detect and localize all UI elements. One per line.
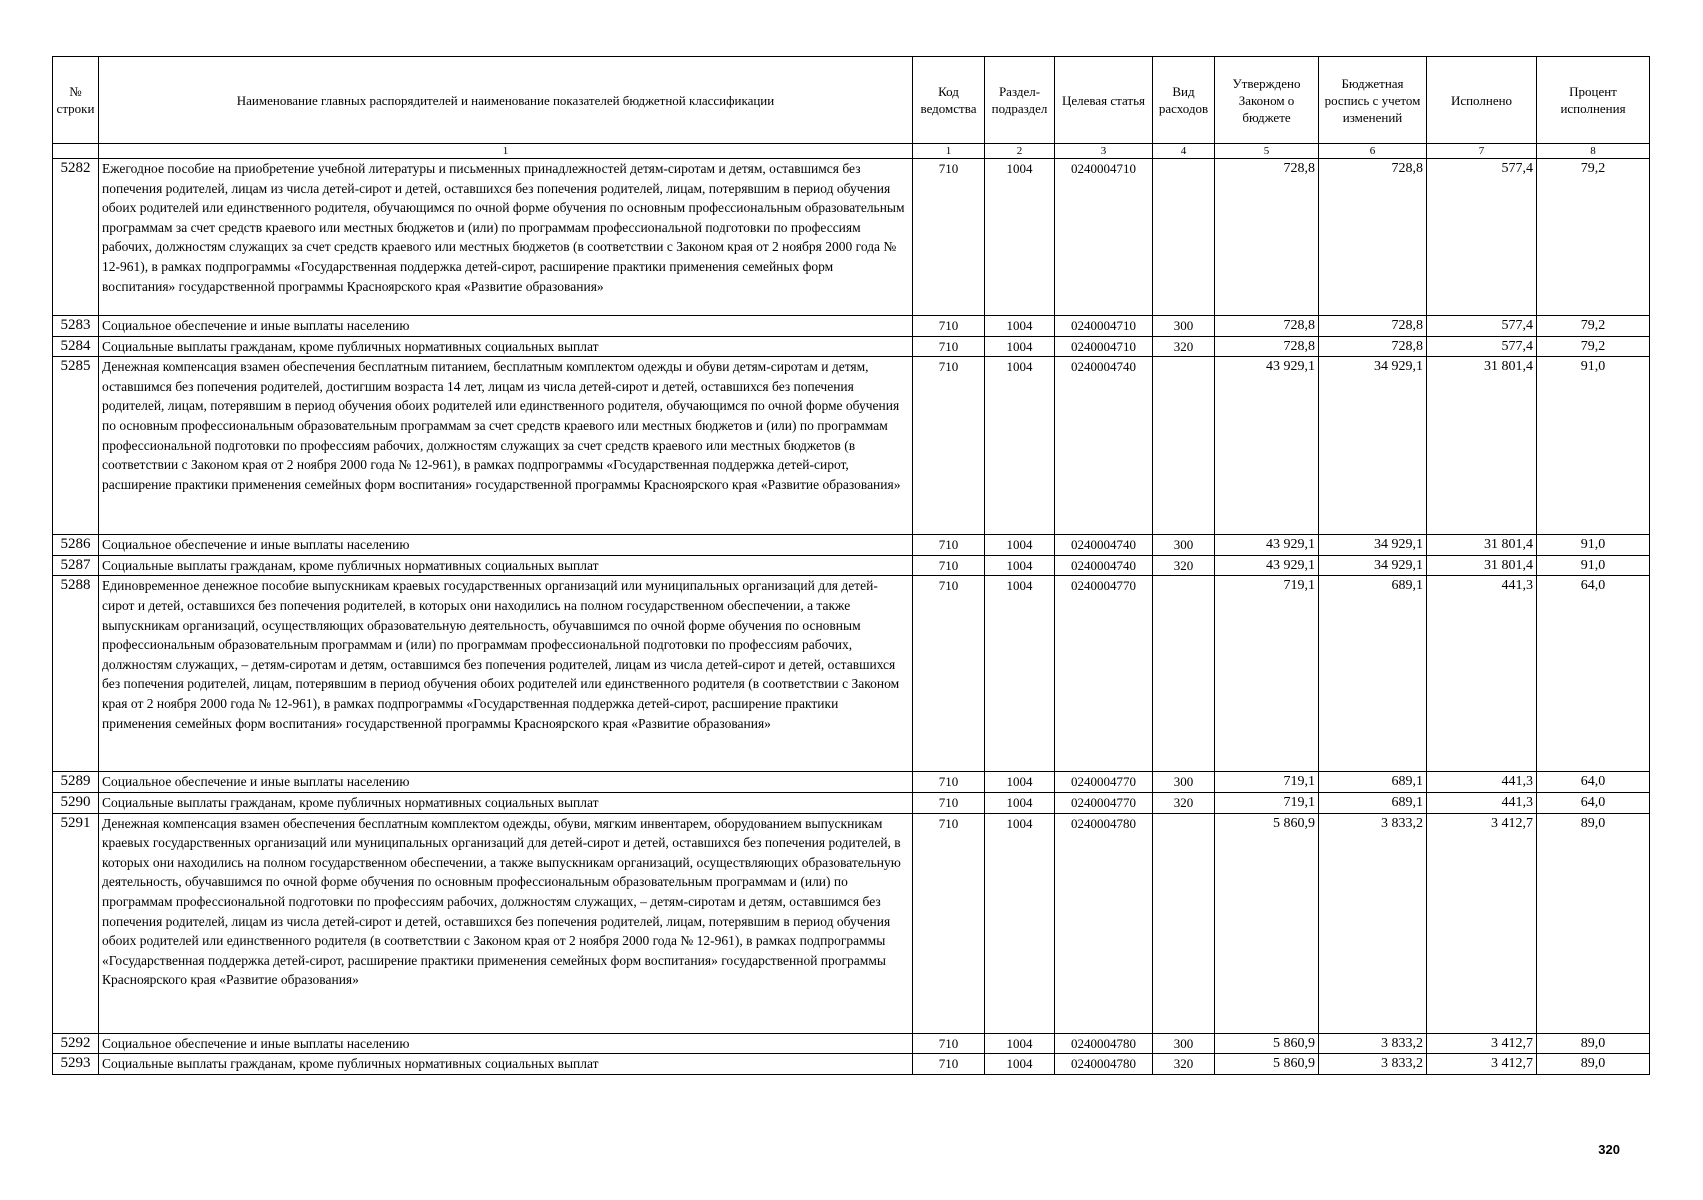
row-name: Социальные выплаты гражданам, кроме публичных нормативных социальных выплат <box>99 555 913 576</box>
row-approved: 5 860,9 <box>1215 1054 1319 1075</box>
row-executed: 441,3 <box>1427 792 1537 813</box>
table-row <box>53 159 1650 316</box>
row-executed: 441,3 <box>1427 772 1537 793</box>
row-executed: 577,4 <box>1427 316 1537 337</box>
colnum-2: 1 <box>913 144 985 159</box>
row-percent: 64,0 <box>1537 576 1650 772</box>
row-name: Социальные выплаты гражданам, кроме публичных нормативных социальных выплат <box>99 792 913 813</box>
row-expense-type: 320 <box>1153 792 1215 813</box>
row-name: Социальные выплаты гражданам, кроме публичных нормативных социальных выплат <box>99 336 913 357</box>
row-approved: 719,1 <box>1215 792 1319 813</box>
row-name: Денежная компенсация взамен обеспечения бесплатным комплектом одежды, обуви, мягким инвентарем, оборудованием выпускникам краевых государственных организаций или муниципальных организаций для детей-сирот и детей, оставшихся без попечения родителей, в которых они находились на полном государственном обеспечении, а также выпускникам организаций, осуществляющих образовательную деятельность, обучавшимся по очной форме обучения по основным профессиональным образовательным программам и (или) по программам профессиональной подготовки по профессиям рабочих, должностям служащих, – детям-сиротам и детям, оставшимся без попечения родителей, лицам из числа детей-сирот и детей, оставшихся без попечения родителей, лицам, потерявшим в период обучения обоих родителей или единственного родителя (в соответствии с Законом края от 2 ноября 2000 года № 12-961), в рамках подпрограммы «Государственная поддержка детей-сирот, расширение практики применения семейных форм воспитания» государственной программы Красноярского края «Развитие образования» <box>99 813 913 1033</box>
table-row <box>53 772 1650 793</box>
row-schedule: 3 833,2 <box>1319 813 1427 1033</box>
row-approved: 719,1 <box>1215 576 1319 772</box>
header-row-number: № строки <box>53 57 99 144</box>
header-section: Раздел-подраздел <box>985 57 1055 144</box>
row-number: 5290 <box>53 792 99 813</box>
row-percent: 79,2 <box>1537 316 1650 337</box>
table-row <box>53 535 1650 556</box>
table-row <box>53 1033 1650 1054</box>
row-section: 1004 <box>985 159 1055 316</box>
row-approved: 5 860,9 <box>1215 813 1319 1033</box>
row-dept-code: 710 <box>913 555 985 576</box>
row-section: 1004 <box>985 555 1055 576</box>
row-percent: 89,0 <box>1537 1054 1650 1075</box>
row-percent: 89,0 <box>1537 813 1650 1033</box>
row-schedule: 728,8 <box>1319 316 1427 337</box>
row-expense-type <box>1153 159 1215 316</box>
row-executed: 3 412,7 <box>1427 813 1537 1033</box>
row-name: Социальные выплаты гражданам, кроме публичных нормативных социальных выплат <box>99 1054 913 1075</box>
row-schedule: 689,1 <box>1319 772 1427 793</box>
row-executed: 577,4 <box>1427 159 1537 316</box>
row-target-item: 0240004710 <box>1055 316 1153 337</box>
table-row <box>53 576 1650 772</box>
row-dept-code: 710 <box>913 576 985 772</box>
row-approved: 43 929,1 <box>1215 555 1319 576</box>
row-section: 1004 <box>985 813 1055 1033</box>
row-dept-code: 710 <box>913 336 985 357</box>
row-target-item: 0240004770 <box>1055 576 1153 772</box>
row-section: 1004 <box>985 535 1055 556</box>
row-name: Денежная компенсация взамен обеспечения бесплатным питанием, бесплатным комплектом одежды и обуви детям-сиротам и детям, оставшимся без попечения родителей, достигшим возраста 14 лет, лицам из числа детей-сирот и детей, оставшихся без попечения родителей, лицам, потерявшим в период обучения обоих родителей или единственного родителя, обучающимся по очной форме обучения по основным профессиональным образовательным программам за счет средств краевого или местных бюджетов и (или) по программам профессиональной подготовки по профессиям рабочих, должностям служащих за счет средств краевого или местных бюджетов (в соответствии с Законом края от 2 ноября 2000 года № 12-961), в рамках подпрограммы «Государственная поддержка детей-сирот, расширение практики применения семейных форм воспитания» государственной программы Красноярского края «Развитие образования» <box>99 357 913 535</box>
row-dept-code: 710 <box>913 772 985 793</box>
row-percent: 64,0 <box>1537 792 1650 813</box>
row-name: Социальное обеспечение и иные выплаты населению <box>99 1033 913 1054</box>
row-number: 5284 <box>53 336 99 357</box>
row-number: 5283 <box>53 316 99 337</box>
row-expense-type: 320 <box>1153 1054 1215 1075</box>
row-dept-code: 710 <box>913 813 985 1033</box>
header-schedule: Бюджетная роспись с учетом изменений <box>1319 57 1427 144</box>
row-target-item: 0240004740 <box>1055 535 1153 556</box>
colnum-1: 1 <box>99 144 913 159</box>
colnum-5: 4 <box>1153 144 1215 159</box>
row-expense-type <box>1153 813 1215 1033</box>
table-row <box>53 1054 1650 1075</box>
row-name: Социальное обеспечение и иные выплаты населению <box>99 535 913 556</box>
row-schedule: 728,8 <box>1319 336 1427 357</box>
header-dept-code: Код ведомства <box>913 57 985 144</box>
row-approved: 719,1 <box>1215 772 1319 793</box>
row-executed: 441,3 <box>1427 576 1537 772</box>
row-percent: 79,2 <box>1537 336 1650 357</box>
row-target-item: 0240004780 <box>1055 1033 1153 1054</box>
row-approved: 43 929,1 <box>1215 535 1319 556</box>
row-dept-code: 710 <box>913 316 985 337</box>
row-section: 1004 <box>985 316 1055 337</box>
row-number: 5289 <box>53 772 99 793</box>
row-number: 5285 <box>53 357 99 535</box>
row-section: 1004 <box>985 772 1055 793</box>
row-section: 1004 <box>985 336 1055 357</box>
row-schedule: 34 929,1 <box>1319 535 1427 556</box>
row-executed: 577,4 <box>1427 336 1537 357</box>
table-row <box>53 555 1650 576</box>
row-approved: 43 929,1 <box>1215 357 1319 535</box>
colnum-0 <box>53 144 99 159</box>
table-row <box>53 357 1650 535</box>
colnum-8: 7 <box>1427 144 1537 159</box>
row-number: 5282 <box>53 159 99 316</box>
row-section: 1004 <box>985 1054 1055 1075</box>
row-name: Ежегодное пособие на приобретение учебной литературы и письменных принадлежностей детям-сиротам и детям, оставшимся без попечения родителей, лицам из числа детей-сирот и детей, оставшихся без попечения родителей, лицам, потерявшим в период обучения обоих родителей или единственного родителя, обучающимся по очной форме обучения по основным профессиональным образовательным программам за счет средств краевого или местных бюджетов и (или) по программам профессиональной подготовки по профессиям рабочих, должностям служащих за счет средств краевого или местных бюджетов (в соответствии с Законом края от 2 ноября 2000 года № 12-961), в рамках подпрограммы «Государственная поддержка детей-сирот, расширение практики применения семейных форм воспитания» государственной программы Красноярского края «Развитие образования» <box>99 159 913 316</box>
row-schedule: 34 929,1 <box>1319 555 1427 576</box>
table-row <box>53 336 1650 357</box>
row-percent: 64,0 <box>1537 772 1650 793</box>
row-schedule: 689,1 <box>1319 576 1427 772</box>
row-name: Социальное обеспечение и иные выплаты населению <box>99 772 913 793</box>
row-expense-type: 300 <box>1153 1033 1215 1054</box>
row-expense-type: 300 <box>1153 316 1215 337</box>
row-percent: 89,0 <box>1537 1033 1650 1054</box>
row-dept-code: 710 <box>913 535 985 556</box>
row-number: 5288 <box>53 576 99 772</box>
row-number: 5293 <box>53 1054 99 1075</box>
row-name: Социальное обеспечение и иные выплаты населению <box>99 316 913 337</box>
row-number: 5291 <box>53 813 99 1033</box>
table-header <box>53 57 1650 159</box>
header-executed: Исполнено <box>1427 57 1537 144</box>
row-dept-code: 710 <box>913 792 985 813</box>
colnum-9: 8 <box>1537 144 1650 159</box>
row-target-item: 0240004780 <box>1055 813 1153 1033</box>
row-percent: 91,0 <box>1537 357 1650 535</box>
row-schedule: 3 833,2 <box>1319 1033 1427 1054</box>
colnum-7: 6 <box>1319 144 1427 159</box>
row-schedule: 728,8 <box>1319 159 1427 316</box>
row-expense-type: 300 <box>1153 535 1215 556</box>
page-number: 320 <box>1598 1142 1620 1157</box>
row-dept-code: 710 <box>913 357 985 535</box>
row-executed: 3 412,7 <box>1427 1054 1537 1075</box>
row-percent: 79,2 <box>1537 159 1650 316</box>
row-target-item: 0240004740 <box>1055 555 1153 576</box>
budget-table <box>52 56 1650 1075</box>
row-approved: 5 860,9 <box>1215 1033 1319 1054</box>
colnum-3: 2 <box>985 144 1055 159</box>
row-executed: 31 801,4 <box>1427 535 1537 556</box>
row-schedule: 3 833,2 <box>1319 1054 1427 1075</box>
row-dept-code: 710 <box>913 1033 985 1054</box>
row-schedule: 34 929,1 <box>1319 357 1427 535</box>
row-number: 5287 <box>53 555 99 576</box>
table-body <box>53 159 1650 1075</box>
row-target-item: 0240004740 <box>1055 357 1153 535</box>
header-approved: Утверждено Законом о бюджете <box>1215 57 1319 144</box>
row-schedule: 689,1 <box>1319 792 1427 813</box>
row-percent: 91,0 <box>1537 535 1650 556</box>
row-executed: 3 412,7 <box>1427 1033 1537 1054</box>
row-section: 1004 <box>985 357 1055 535</box>
row-dept-code: 710 <box>913 159 985 316</box>
row-expense-type: 320 <box>1153 336 1215 357</box>
row-approved: 728,8 <box>1215 316 1319 337</box>
table-row <box>53 316 1650 337</box>
row-target-item: 0240004780 <box>1055 1054 1153 1075</box>
colnum-4: 3 <box>1055 144 1153 159</box>
row-target-item: 0240004770 <box>1055 792 1153 813</box>
row-expense-type <box>1153 576 1215 772</box>
row-name: Единовременное денежное пособие выпускникам краевых государственных организаций или муниципальных организаций для детей-сирот и детей, оставшихся без попечения родителей, в которых они находились на полном государственном обеспечении, а также выпускникам организаций, осуществляющих образовательную деятельность, обучавшимся по очной форме обучения по основным профессиональным образовательным программам и (или) по программам профессиональной подготовки по профессиям рабочих, должностям служащих, – детям-сиротам и детям, оставшимся без попечения родителей, лицам из числа детей-сирот и детей, оставшихся без попечения родителей, лицам, потерявшим в период обучения обоих родителей или единственного родителя (в соответствии с Законом края от 2 ноября 2000 года № 12-961), в рамках подпрограммы «Государственная поддержка детей-сирот, расширение практики применения семейных форм воспитания» государственной программы Красноярского края «Развитие образования» <box>99 576 913 772</box>
row-target-item: 0240004710 <box>1055 159 1153 316</box>
row-executed: 31 801,4 <box>1427 555 1537 576</box>
row-approved: 728,8 <box>1215 336 1319 357</box>
row-expense-type: 300 <box>1153 772 1215 793</box>
row-expense-type <box>1153 357 1215 535</box>
row-section: 1004 <box>985 792 1055 813</box>
header-expense-type: Вид расходов <box>1153 57 1215 144</box>
row-section: 1004 <box>985 576 1055 772</box>
row-target-item: 0240004770 <box>1055 772 1153 793</box>
row-approved: 728,8 <box>1215 159 1319 316</box>
row-executed: 31 801,4 <box>1427 357 1537 535</box>
row-percent: 91,0 <box>1537 555 1650 576</box>
row-expense-type: 320 <box>1153 555 1215 576</box>
row-section: 1004 <box>985 1033 1055 1054</box>
header-name: Наименование главных распорядителей и наименование показателей бюджетной классификации <box>99 57 913 144</box>
colnum-6: 5 <box>1215 144 1319 159</box>
row-number: 5286 <box>53 535 99 556</box>
header-target-item: Целевая статья <box>1055 57 1153 144</box>
header-percent: Процент исполнения <box>1537 57 1650 144</box>
row-number: 5292 <box>53 1033 99 1054</box>
table-row <box>53 792 1650 813</box>
row-dept-code: 710 <box>913 1054 985 1075</box>
row-target-item: 0240004710 <box>1055 336 1153 357</box>
table-row <box>53 813 1650 1033</box>
